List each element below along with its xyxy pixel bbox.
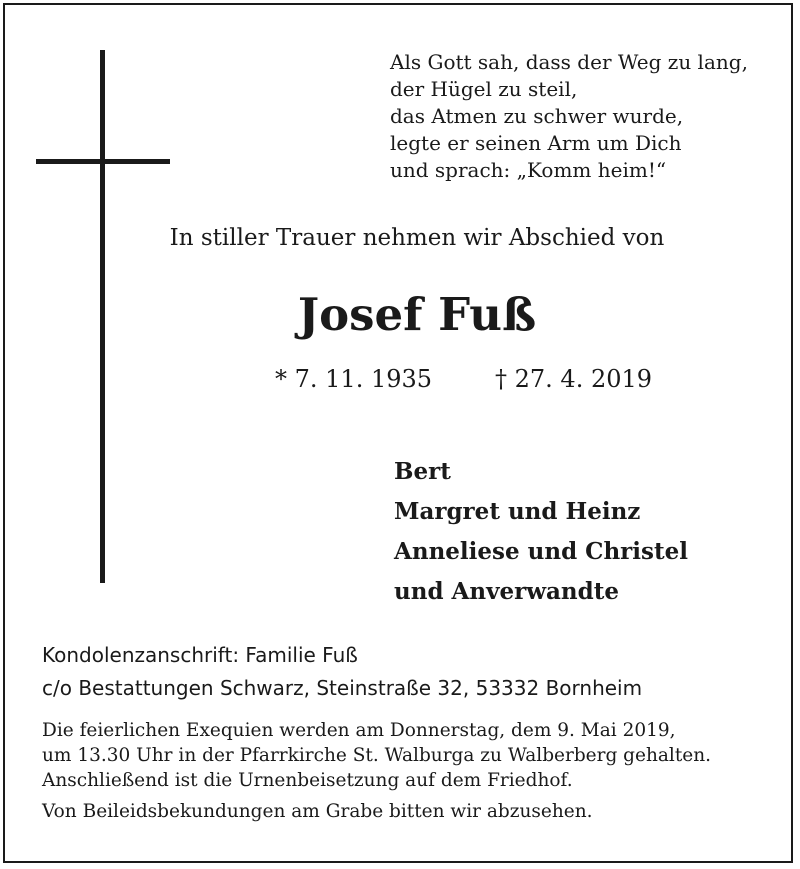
mourner: Bert bbox=[394, 458, 451, 485]
mourners-list bbox=[394, 452, 688, 612]
funeral-notice bbox=[42, 718, 711, 824]
poem-line: und sprach: „Komm heim!“ bbox=[390, 158, 667, 182]
poem bbox=[390, 49, 748, 184]
poem-line: das Atmen zu schwer wurde, bbox=[390, 104, 684, 128]
condolence-line: Kondolenzanschrift: Familie Fuß bbox=[42, 643, 358, 667]
notice-line: Anschließend ist die Urnenbeisetzung auf dem Friedhof. bbox=[42, 770, 573, 791]
intro-text: In stiller Trauer nehmen wir Abschied von bbox=[169, 225, 665, 251]
condolence-address bbox=[42, 639, 642, 705]
poem-line: legte er seinen Arm um Dich bbox=[390, 131, 682, 155]
obituary-notice bbox=[3, 3, 793, 863]
mourner: Anneliese und Christel bbox=[394, 538, 688, 565]
mourner: und Anverwandte bbox=[394, 578, 619, 605]
poem-line: Als Gott sah, dass der Weg zu lang, bbox=[390, 50, 748, 74]
notice-line: um 13.30 Uhr in der Pfarrkirche St. Walburga zu Walberberg gehalten. bbox=[42, 745, 712, 766]
poem-line: der Hügel zu steil, bbox=[390, 77, 578, 101]
death-date: † 27. 4. 2019 bbox=[495, 365, 653, 393]
birth-date: * 7. 11. 1935 bbox=[275, 365, 433, 393]
deceased-name: Josef Fuß bbox=[297, 288, 537, 341]
mourner: Margret und Heinz bbox=[394, 498, 641, 525]
cross-horizontal-bar bbox=[36, 159, 170, 164]
condolence-line: c/o Bestattungen Schwarz, Steinstraße 32, 53332 Bornheim bbox=[42, 676, 643, 700]
notice-line: Die feierlichen Exequien werden am Donnerstag, dem 9. Mai 2019, bbox=[42, 720, 676, 741]
closing-line: Von Beileidsbekundungen am Grabe bitten wir abzusehen. bbox=[42, 801, 593, 822]
